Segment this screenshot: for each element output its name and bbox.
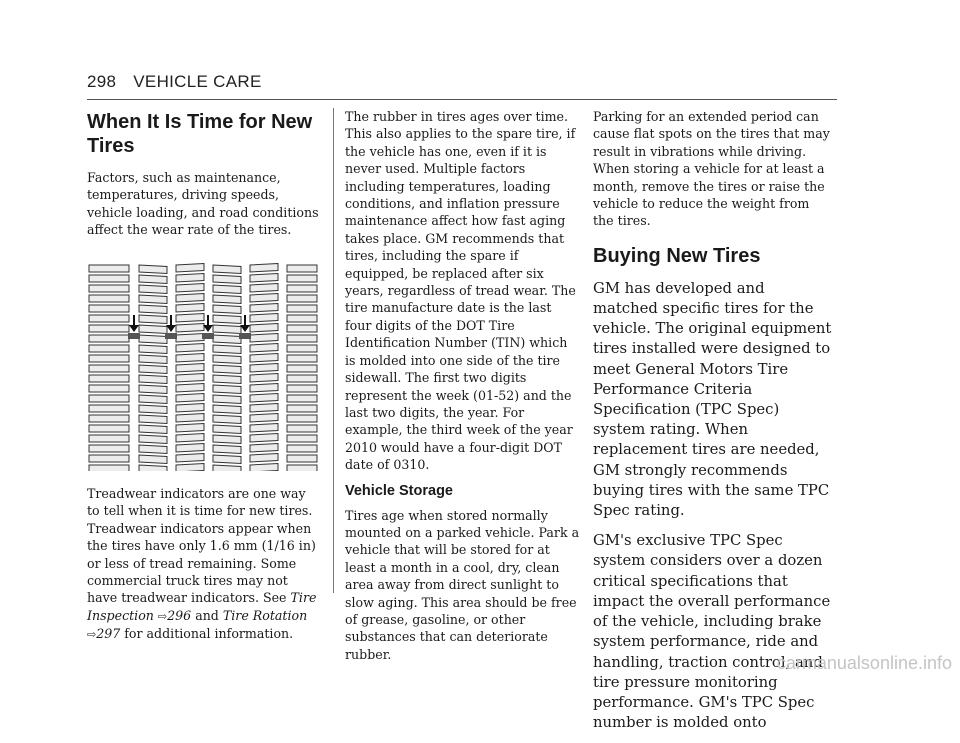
tread-block: [250, 303, 278, 312]
tread-block: [287, 325, 317, 332]
page-number: 298: [87, 72, 117, 91]
tread-block: [250, 463, 278, 471]
treadwear-indicator-bar: [128, 333, 140, 339]
and-text: and: [191, 607, 223, 623]
tread-block: [176, 263, 204, 272]
tread-block: [213, 445, 241, 454]
tread-block: [89, 375, 129, 382]
tread-block: [287, 345, 317, 352]
tread-block: [213, 405, 241, 414]
tread-block: [213, 395, 241, 404]
tread-block: [176, 383, 204, 392]
tread-block: [250, 393, 278, 402]
tread-block: [287, 315, 317, 322]
tread-block: [139, 465, 167, 471]
tread-block: [250, 263, 278, 272]
tread-block: [176, 283, 204, 292]
tread-block: [287, 455, 317, 462]
tread-block: [139, 415, 167, 424]
tread-block: [250, 363, 278, 372]
column-3: [593, 108, 833, 743]
tread-block: [250, 373, 278, 382]
tread-block: [89, 305, 129, 312]
tread-block: [213, 335, 241, 344]
flat-spots-paragraph: Parking for an extended period can cause flat spots on the tires that may result in vibrations while driving. When storing a vehicle for at least a month, remove the tires or raise the vehicle to reduce the weight from the tires.: [593, 109, 830, 229]
tread-block: [176, 353, 204, 362]
tread-block: [139, 325, 167, 334]
tread-block: [89, 285, 129, 292]
tread-block: [89, 355, 129, 362]
tread-block: [250, 443, 278, 452]
page-header: [87, 72, 262, 92]
storage-paragraph: Tires age when stored normally mounted on a parked vehicle. Park a vehicle that will be stored for at least a month in a cool, dry, clean area away from direct sunlight to slow aging. This area should be free of grease, gasoline, or other substances that can deteriorate rubber.: [345, 507, 580, 662]
tread-block: [287, 305, 317, 312]
tread-block: [176, 343, 204, 352]
tread-block: [250, 313, 278, 322]
tread-block: [213, 435, 241, 444]
tread-block: [213, 415, 241, 424]
indicator-arrow-icon: [129, 325, 139, 332]
tread-block: [176, 423, 204, 432]
tire-rotation-link[interactable]: Tire Rotation: [222, 607, 308, 623]
tread-block: [176, 303, 204, 312]
heading-buying-new-tires: Buying New Tires: [593, 244, 761, 267]
tread-block: [89, 295, 129, 302]
tread-block: [287, 425, 317, 432]
tread-block: [287, 265, 317, 272]
tread-block: [213, 295, 241, 304]
tread-block: [213, 325, 241, 334]
section-title: VEHICLE CARE: [133, 72, 262, 91]
tread-block: [176, 323, 204, 332]
header-divider: [87, 99, 837, 100]
tire-aging-paragraph: The rubber in tires ages over time. This also applies to the spare tire, if the vehicle has one, even if it is never used. Multiple factors including temperatures, loading conditions, and inflation pressure maintenance affect how fast aging takes place. GM recommends that tires, including the spare if equipped, be replaced after six years, regardless of tread wear. The tire manufacture date is the last four digits of the DOT Tire Identification Number (TIN) which is molded into one side of the tire sidewall. The first two digits represent the week (01-52) and the last two digits, the year. For example, the third week of the year 2010 would have a four-digit DOT date of 0310.: [345, 109, 576, 473]
column-2: [345, 108, 581, 671]
tread-block: [89, 345, 129, 352]
column-1: [87, 108, 319, 652]
treadwear-indicator-illustration: [87, 263, 319, 471]
tread-block: [89, 445, 129, 452]
tread-block: [176, 393, 204, 402]
tread-block: [287, 445, 317, 452]
tread-block: [287, 415, 317, 422]
tread-block: [287, 385, 317, 392]
tread-block: [89, 415, 129, 422]
tread-block: [287, 275, 317, 282]
tread-block: [89, 385, 129, 392]
tread-block: [139, 405, 167, 414]
tread-block: [287, 405, 317, 412]
tread-block: [176, 403, 204, 412]
tread-block: [287, 355, 317, 362]
tread-block: [213, 365, 241, 374]
tread-block: [139, 355, 167, 364]
tread-block: [139, 335, 167, 344]
treadwear-indicator-bar: [239, 333, 251, 339]
tread-block: [139, 425, 167, 434]
tire-inspection-page[interactable]: 296: [167, 607, 192, 623]
tread-block: [213, 425, 241, 434]
tread-block: [139, 375, 167, 384]
tread-block: [89, 275, 129, 282]
tread-block: [250, 433, 278, 442]
tread-block: [139, 315, 167, 324]
tread-block: [213, 345, 241, 354]
heading-vehicle-storage: Vehicle Storage: [345, 482, 453, 499]
tread-block: [89, 265, 129, 272]
tread-block: [250, 423, 278, 432]
tread-block: [176, 273, 204, 282]
tread-block: [250, 333, 278, 342]
tread-block: [139, 455, 167, 464]
tread-block: [89, 395, 129, 402]
tread-block: [213, 305, 241, 314]
tread-block: [89, 365, 129, 372]
tread-block: [89, 315, 129, 322]
page-ref-arrow-icon: ⇨: [87, 628, 97, 642]
tread-block: [287, 395, 317, 402]
tread-block: [139, 365, 167, 374]
tread-block: [213, 265, 241, 274]
page-ref-arrow-icon: ⇨: [157, 609, 168, 623]
tread-block: [139, 345, 167, 354]
tread-block: [176, 443, 204, 452]
tread-block: [176, 413, 204, 422]
tire-rotation-page[interactable]: 297: [96, 626, 121, 642]
tread-block: [287, 365, 317, 372]
tread-block: [139, 265, 167, 274]
tread-block: [287, 375, 317, 382]
tread-block: [139, 275, 167, 284]
treadwear-text-end: for additional information.: [120, 626, 294, 642]
treadwear-text: Treadwear indicators are one way to tell when it is time for new tires. Treadwear indicators appear when the tires have only 1.6 mm (1/16 in) or less of tread remaining. Some commercial truck tires may not have treadwear indicators. See: [87, 486, 316, 606]
tread-block: [139, 445, 167, 454]
tread-block: [250, 283, 278, 292]
tread-block: [176, 313, 204, 322]
tread-block: [287, 295, 317, 302]
tread-block: [89, 405, 129, 412]
tire-inspection-link[interactable]: Tire Inspection: [87, 590, 317, 623]
tread-block: [139, 395, 167, 404]
tread-block: [89, 425, 129, 432]
tread-block: [139, 285, 167, 294]
tread-block: [139, 295, 167, 304]
watermark: carmanualsonline.info: [776, 653, 952, 673]
tread-block: [213, 285, 241, 294]
tread-block: [89, 335, 129, 342]
heading-new-tires: When It Is Time for New Tires: [87, 111, 313, 157]
tread-block: [250, 403, 278, 412]
tread-block: [176, 453, 204, 462]
tread-block: [287, 465, 317, 471]
column-divider: [333, 108, 334, 593]
tread-block: [176, 433, 204, 442]
treadwear-paragraph: [87, 485, 319, 644]
tread-block: [213, 455, 241, 464]
tread-block: [176, 293, 204, 302]
tread-block: [213, 465, 241, 471]
tread-block: [213, 375, 241, 384]
tread-block: [250, 293, 278, 302]
tread-block: [213, 315, 241, 324]
treadwear-indicator-bar: [165, 333, 177, 339]
tread-block: [139, 385, 167, 394]
tread-block: [89, 325, 129, 332]
tread-block: [139, 435, 167, 444]
tread-block: [250, 323, 278, 332]
tread-block: [89, 465, 129, 471]
tread-block: [213, 275, 241, 284]
tread-block: [250, 383, 278, 392]
tread-block: [287, 285, 317, 292]
gm-tires-paragraph: GM has developed and matched specific tires for the vehicle. The original equipment tires installed were designed to meet General Motors Tire Performance Criteria Specification (TPC Spec) system rating. When replacement tires are needed, GM strongly recommends buying tires with the same TPC Spec rating.: [593, 279, 832, 520]
tread-block: [250, 273, 278, 282]
tread-block: [176, 373, 204, 382]
tread-block: [176, 463, 204, 471]
tread-block: [287, 335, 317, 342]
tread-block: [287, 435, 317, 442]
tread-block: [89, 455, 129, 462]
wear-factors-paragraph: Factors, such as maintenance, temperatures, driving speeds, vehicle loading, and road conditions affect the wear rate of the tires.: [87, 170, 319, 238]
tread-block: [250, 453, 278, 462]
tread-block: [176, 363, 204, 372]
tread-block: [139, 305, 167, 314]
tpc-spec-paragraph: GM's exclusive TPC Spec system considers over a dozen critical specifications that impact the overall performance of the vehicle, including brake system performance, ride and handling, traction control, and tire pressure monitoring performance. GM's TPC Spec number is molded onto: [593, 532, 831, 732]
tread-block: [250, 413, 278, 422]
tread-block: [250, 343, 278, 352]
tread-block: [213, 355, 241, 364]
tread-block: [176, 333, 204, 342]
tread-block: [89, 435, 129, 442]
treadwear-indicator-bar: [202, 333, 214, 339]
tread-block: [213, 385, 241, 394]
tread-block: [250, 353, 278, 362]
